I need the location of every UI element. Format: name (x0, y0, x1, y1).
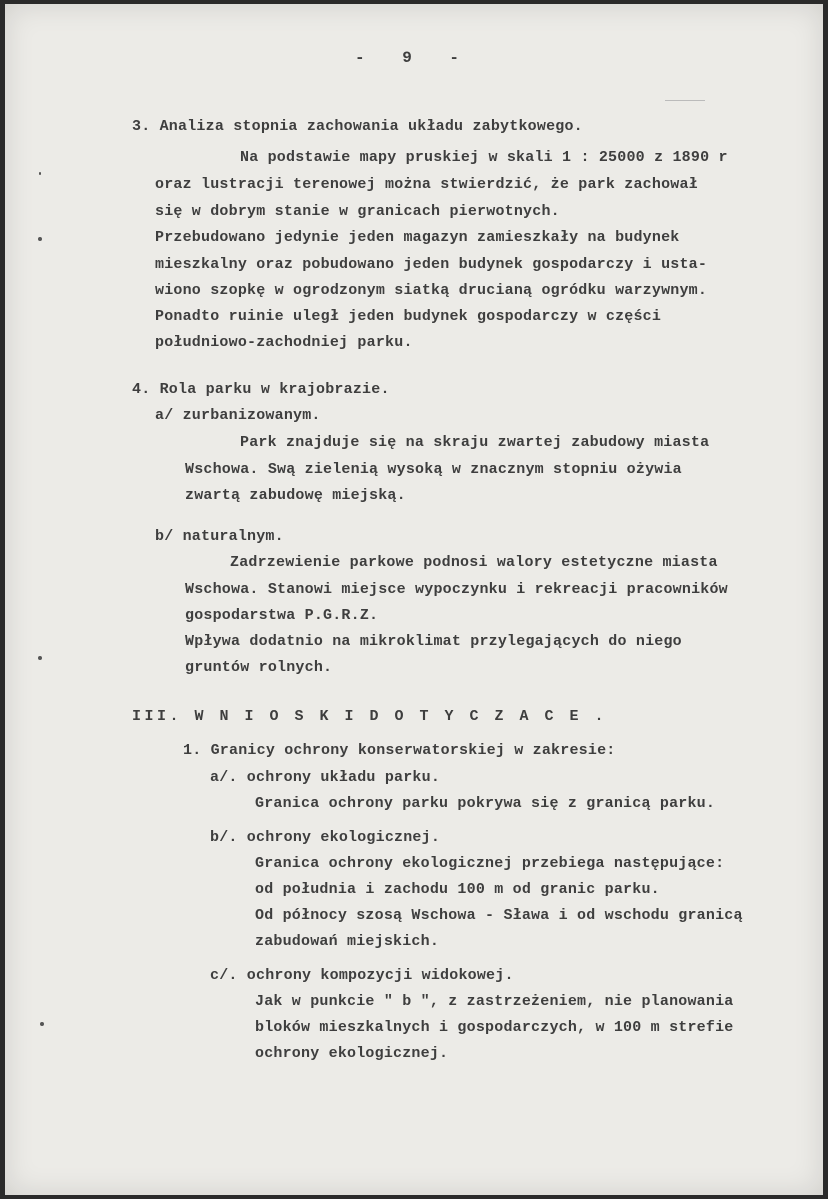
item-1c-line: ochrony ekologicznej. (255, 1045, 449, 1062)
item-1b-line: zabudowań miejskich. (255, 933, 440, 950)
item-1b-line: od południa i zachodu 100 m od granic parku. (255, 881, 660, 898)
section-4-heading: 4. Rola parku w krajobrazie. (132, 381, 390, 398)
section-3-line: mieszkalny oraz pobudowano jeden budynek gospodarczy i usta- (155, 256, 708, 273)
section-4b-line: Wschowa. Stanowi miejsce wypoczynku i rekreacji pracowników (185, 581, 728, 598)
section-3-line: Ponadto ruinie uległ jeden budynek gospodarczy w części (155, 308, 662, 325)
document-page (5, 4, 823, 1195)
section-4b-line: Zadrzewienie parkowe podnosi walory estetyczne miasta (230, 554, 718, 571)
scan-speck (39, 172, 41, 175)
section-3-line: południowo-zachodniej parku. (155, 334, 413, 351)
scan-speck (40, 1022, 44, 1026)
item-1a-line: Granica ochrony parku pokrywa się z granicą parku. (255, 795, 716, 812)
item-1b-line: Od północy szosą Wschowa - Sława i od wschodu granicą (255, 907, 743, 924)
section-4a-line: Park znajduje się na skraju zwartej zabudowy miasta (240, 434, 710, 451)
section-3-line: się w dobrym stanie w granicach pierwotnych. (155, 203, 560, 220)
section-4a-line: zwartą zabudowę miejską. (185, 487, 406, 504)
section-4b-label: b/ naturalnym. (155, 528, 284, 545)
scan-speck (38, 656, 42, 660)
item-1c-line: Jak w punkcie " b ", z zastrzeżeniem, nie planowania (255, 993, 734, 1010)
item-1a-label: a/. ochrony układu parku. (210, 769, 441, 786)
item-1b-label: b/. ochrony ekologicznej. (210, 829, 441, 846)
item-1c-line: bloków mieszkalnych i gospodarczych, w 100 m strefie (255, 1019, 734, 1036)
section-4b-line: Wpływa dodatnio na mikroklimat przylegających do niego (185, 633, 682, 650)
section-3-line: wiono szopkę w ogrodzonym siatką drucianą ogródku warzywnym. (155, 282, 708, 299)
section-3-line: oraz lustracji terenowej można stwierdzić, że park zachował (155, 176, 698, 193)
section-4b-line: gruntów rolnych. (185, 659, 333, 676)
section-4a-label: a/ zurbanizowanym. (155, 407, 321, 424)
section-3-heading: 3. Analiza stopnia zachowania układu zabytkowego. (132, 118, 583, 135)
section-4a-line: Wschowa. Swą zielenią wysoką w znacznym stopniu ożywia (185, 461, 682, 478)
item-1c-label: c/. ochrony kompozycji widokowej. (210, 967, 514, 984)
item-1b-line: Granica ochrony ekologicznej przebiega następujące: (255, 855, 725, 872)
section-3-line: Przebudowano jedynie jeden magazyn zamieszkały na budynek (155, 229, 680, 246)
section-3-line: Na podstawie mapy pruskiej w skali 1 : 25000 z 1890 r (240, 149, 728, 166)
section-4b-line: gospodarstwa P.G.R.Z. (185, 607, 379, 624)
section-iii-heading: III. W N I O S K I D O T Y C Z A C E . (132, 708, 608, 725)
scan-mark (665, 100, 705, 101)
item-1-heading: 1. Granicy ochrony konserwatorskiej w zakresie: (183, 742, 616, 759)
scan-speck (38, 237, 42, 241)
page-number: - 9 - (355, 49, 474, 67)
